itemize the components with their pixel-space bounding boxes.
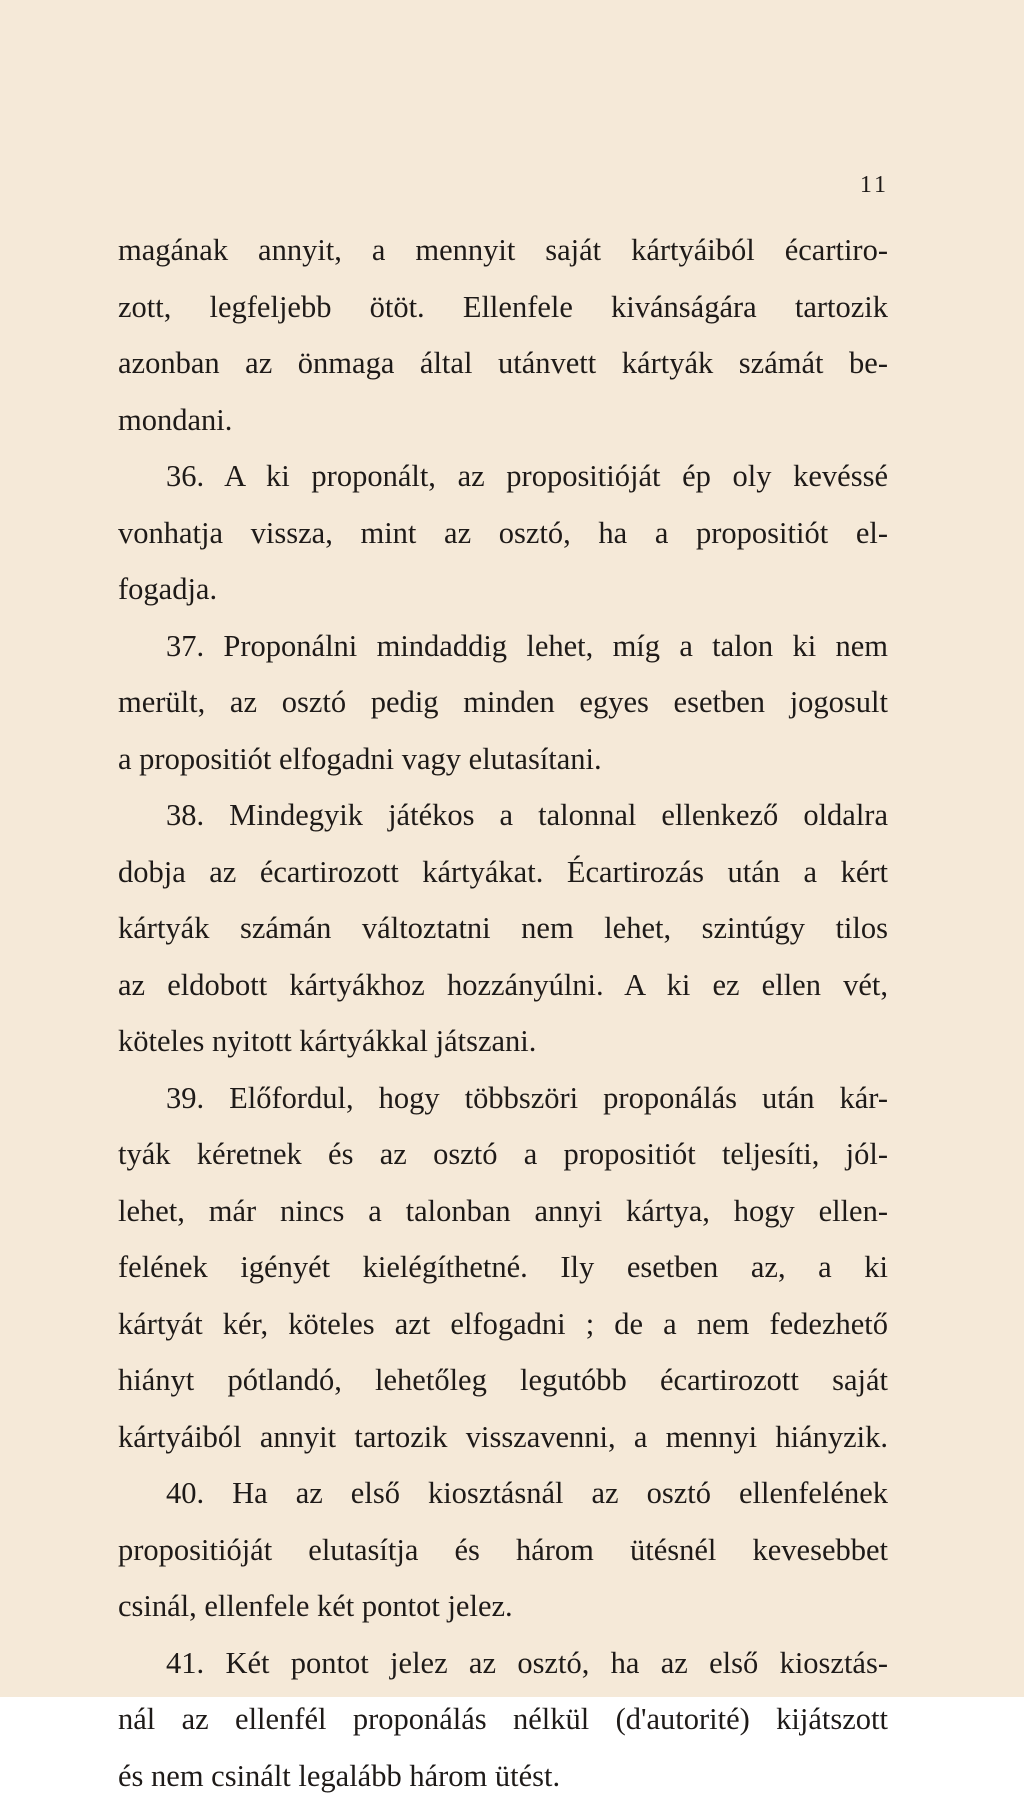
text-line: kártyáiból annyit tartozik visszavenni, a mennyi hiányzik.: [118, 1409, 888, 1466]
text-line: mondani.: [118, 392, 888, 449]
text-line: nál az ellenfél proponálás nélkül (d'autorité) kijátszott: [118, 1691, 888, 1748]
text-line: csinál, ellenfele két pontot jelez.: [118, 1578, 888, 1635]
text-line: 37. Proponálni mindaddig lehet, míg a talon ki nem: [118, 618, 888, 675]
text-line: tyák kéretnek és az osztó a propositiót teljesíti, jól-: [118, 1126, 888, 1183]
text-line: magának annyit, a mennyit saját kártyáiból écartiro-: [118, 222, 888, 279]
text-line: 40. Ha az első kiosztásnál az osztó ellenfelének: [118, 1465, 888, 1522]
text-line: és nem csinált legalább három ütést.: [118, 1748, 888, 1804]
text-line: dobja az écartirozott kártyákat. Écartirozás után a kért: [118, 844, 888, 901]
text-line: fogadja.: [118, 561, 888, 618]
text-line: 39. Előfordul, hogy többszöri proponálás után kár-: [118, 1070, 888, 1127]
text-line: lehet, már nincs a talonban annyi kártya, hogy ellen-: [118, 1183, 888, 1240]
text-line: kártyát kér, köteles azt elfogadni ; de a nem fedezhető: [118, 1296, 888, 1353]
text-line: zott, legfeljebb ötöt. Ellenfele kivánságára tartozik: [118, 279, 888, 336]
text-line: propositióját elutasítja és három ütésnél kevesebbet: [118, 1522, 888, 1579]
body-text: [118, 222, 888, 1804]
page-number: 11: [860, 172, 889, 199]
text-line: köteles nyitott kártyákkal játszani.: [118, 1013, 888, 1070]
text-line: merült, az osztó pedig minden egyes esetben jogosult: [118, 674, 888, 731]
text-line: 41. Két pontot jelez az osztó, ha az első kiosztás-: [118, 1635, 888, 1692]
text-line: felének igényét kielégíthetné. Ily esetben az, a ki: [118, 1239, 888, 1296]
text-line: azonban az önmaga által utánvett kártyák számát be-: [118, 335, 888, 392]
text-line: 36. A ki proponált, az propositióját ép oly kevéssé: [118, 448, 888, 505]
text-line: 38. Mindegyik játékos a talonnal ellenkező oldalra: [118, 787, 888, 844]
text-line: hiányt pótlandó, lehetőleg legutóbb écartirozott saját: [118, 1352, 888, 1409]
text-line: az eldobott kártyákhoz hozzányúlni. A ki ez ellen vét,: [118, 957, 888, 1014]
text-line: vonhatja vissza, mint az osztó, ha a propositiót el-: [118, 505, 888, 562]
text-line: kártyák számán változtatni nem lehet, szintúgy tilos: [118, 900, 888, 957]
text-line: a propositiót elfogadni vagy elutasítani.: [118, 731, 888, 788]
